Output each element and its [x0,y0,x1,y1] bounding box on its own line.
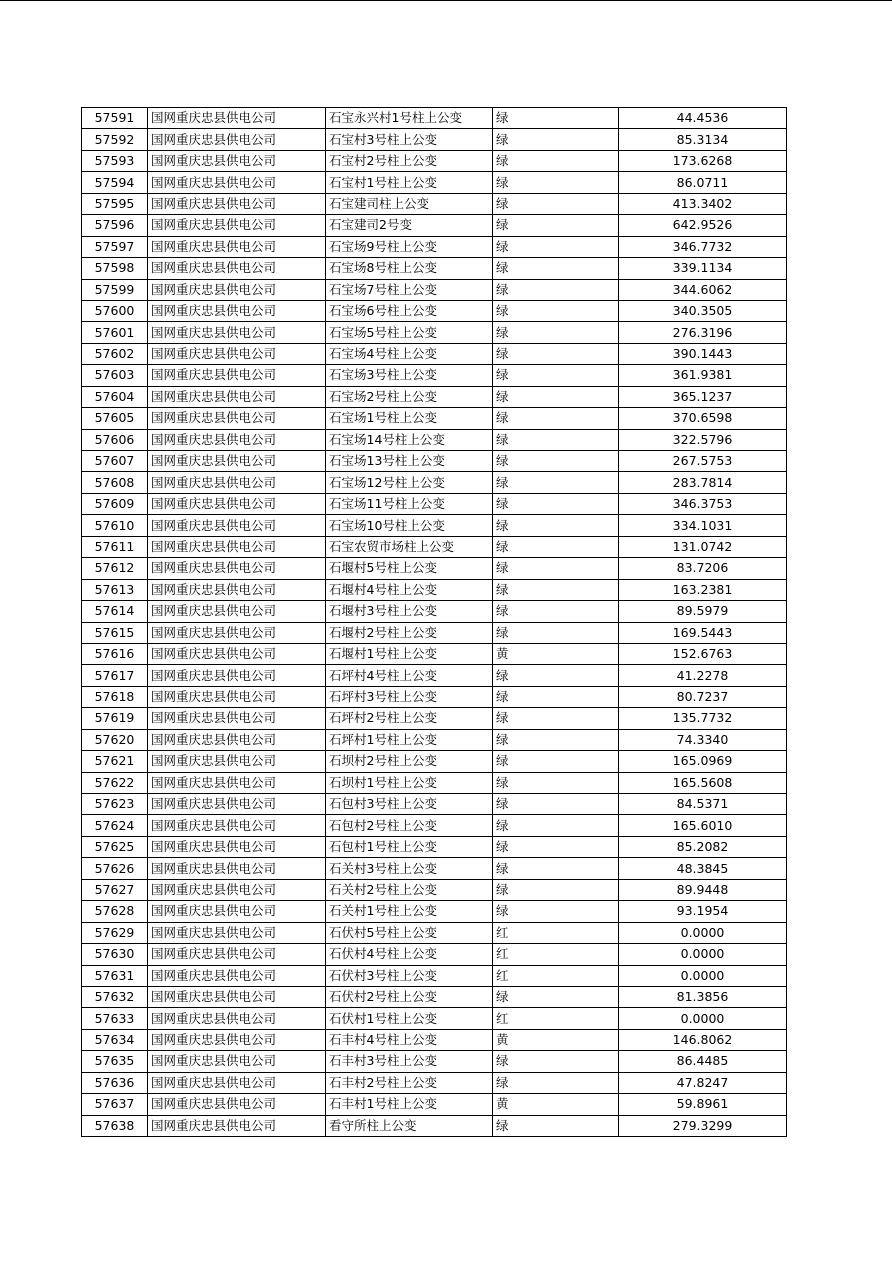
cell-id: 57611 [82,536,148,557]
cell-value: 0.0000 [619,944,787,965]
table-row [82,579,787,600]
cell-company: 国网重庆忠县供电公司 [148,215,326,236]
cell-transformer-name: 石丰村1号柱上公变 [326,1094,493,1115]
cell-status: 绿 [493,386,619,407]
cell-company: 国网重庆忠县供电公司 [148,751,326,772]
cell-status: 绿 [493,1115,619,1136]
cell-id: 57615 [82,622,148,643]
cell-company: 国网重庆忠县供电公司 [148,129,326,150]
cell-id: 57616 [82,643,148,664]
cell-id: 57629 [82,922,148,943]
cell-status: 绿 [493,665,619,686]
table-row [82,1094,787,1115]
cell-value: 361.9381 [619,365,787,386]
cell-value: 47.8247 [619,1072,787,1093]
cell-id: 57597 [82,236,148,257]
data-sheet [81,107,787,1137]
cell-company: 国网重庆忠县供电公司 [148,1115,326,1136]
cell-value: 279.3299 [619,1115,787,1136]
cell-company: 国网重庆忠县供电公司 [148,729,326,750]
cell-id: 57622 [82,772,148,793]
cell-status: 绿 [493,343,619,364]
cell-status: 绿 [493,686,619,707]
cell-value: 44.4536 [619,108,787,129]
cell-value: 85.2082 [619,836,787,857]
table-body [82,108,787,1137]
cell-status: 绿 [493,108,619,129]
table-row [82,279,787,300]
table-row [82,922,787,943]
cell-transformer-name: 石宝建司2号变 [326,215,493,236]
cell-status: 绿 [493,751,619,772]
cell-transformer-name: 石包村2号柱上公变 [326,815,493,836]
cell-id: 57626 [82,858,148,879]
cell-transformer-name: 石宝场4号柱上公变 [326,343,493,364]
cell-status: 绿 [493,536,619,557]
cell-transformer-name: 石宝场7号柱上公变 [326,279,493,300]
cell-id: 57608 [82,472,148,493]
cell-transformer-name: 石宝场5号柱上公变 [326,322,493,343]
cell-status: 绿 [493,493,619,514]
cell-transformer-name: 石伏村4号柱上公变 [326,944,493,965]
cell-status: 绿 [493,472,619,493]
cell-transformer-name: 石堰村1号柱上公变 [326,643,493,664]
cell-value: 322.5796 [619,429,787,450]
cell-id: 57628 [82,901,148,922]
cell-company: 国网重庆忠县供电公司 [148,322,326,343]
cell-id: 57591 [82,108,148,129]
cell-company: 国网重庆忠县供电公司 [148,386,326,407]
cell-id: 57620 [82,729,148,750]
cell-company: 国网重庆忠县供电公司 [148,858,326,879]
cell-transformer-name: 石堰村3号柱上公变 [326,601,493,622]
cell-company: 国网重庆忠县供电公司 [148,922,326,943]
cell-id: 57634 [82,1029,148,1050]
cell-status: 黄 [493,1029,619,1050]
cell-status: 绿 [493,601,619,622]
cell-status: 绿 [493,622,619,643]
table-row [82,451,787,472]
table-row [82,686,787,707]
cell-company: 国网重庆忠县供电公司 [148,1072,326,1093]
cell-status: 绿 [493,129,619,150]
cell-transformer-name: 石坝村1号柱上公变 [326,772,493,793]
table-row [82,858,787,879]
cell-company: 国网重庆忠县供电公司 [148,794,326,815]
cell-value: 283.7814 [619,472,787,493]
cell-id: 57606 [82,429,148,450]
cell-value: 83.7206 [619,558,787,579]
cell-id: 57613 [82,579,148,600]
cell-id: 57609 [82,493,148,514]
table-row [82,622,787,643]
table-row [82,108,787,129]
cell-status: 绿 [493,429,619,450]
cell-status: 绿 [493,150,619,171]
cell-company: 国网重庆忠县供电公司 [148,1094,326,1115]
cell-value: 86.0711 [619,172,787,193]
cell-id: 57592 [82,129,148,150]
cell-transformer-name: 石关村1号柱上公变 [326,901,493,922]
cell-id: 57624 [82,815,148,836]
table-row [82,343,787,364]
table-row [82,794,787,815]
cell-value: 339.1134 [619,258,787,279]
cell-transformer-name: 石伏村2号柱上公变 [326,986,493,1007]
transformer-table [81,107,787,1137]
cell-id: 57619 [82,708,148,729]
cell-transformer-name: 石宝村2号柱上公变 [326,150,493,171]
cell-company: 国网重庆忠县供电公司 [148,236,326,257]
cell-value: 165.0969 [619,751,787,772]
cell-status: 绿 [493,772,619,793]
cell-value: 173.6268 [619,150,787,171]
cell-id: 57604 [82,386,148,407]
cell-transformer-name: 石坪村1号柱上公变 [326,729,493,750]
cell-transformer-name: 石包村1号柱上公变 [326,836,493,857]
cell-company: 国网重庆忠县供电公司 [148,365,326,386]
table-row [82,493,787,514]
cell-status: 绿 [493,408,619,429]
table-row [82,836,787,857]
cell-company: 国网重庆忠县供电公司 [148,879,326,900]
cell-value: 346.7732 [619,236,787,257]
cell-company: 国网重庆忠县供电公司 [148,300,326,321]
table-row [82,815,787,836]
cell-company: 国网重庆忠县供电公司 [148,772,326,793]
cell-company: 国网重庆忠县供电公司 [148,258,326,279]
cell-company: 国网重庆忠县供电公司 [148,451,326,472]
cell-company: 国网重庆忠县供电公司 [148,279,326,300]
table-row [82,772,787,793]
cell-id: 57610 [82,515,148,536]
cell-transformer-name: 石堰村5号柱上公变 [326,558,493,579]
table-row [82,129,787,150]
cell-value: 152.6763 [619,643,787,664]
cell-value: 0.0000 [619,1008,787,1029]
cell-transformer-name: 石包村3号柱上公变 [326,794,493,815]
cell-id: 57637 [82,1094,148,1115]
cell-value: 390.1443 [619,343,787,364]
cell-value: 146.8062 [619,1029,787,1050]
cell-transformer-name: 看守所柱上公变 [326,1115,493,1136]
cell-id: 57602 [82,343,148,364]
cell-company: 国网重庆忠县供电公司 [148,493,326,514]
table-row [82,150,787,171]
page-top-border [0,0,892,1]
cell-value: 413.3402 [619,193,787,214]
cell-status: 红 [493,965,619,986]
cell-value: 80.7237 [619,686,787,707]
cell-value: 59.8961 [619,1094,787,1115]
cell-status: 绿 [493,986,619,1007]
table-row [82,322,787,343]
cell-status: 绿 [493,515,619,536]
cell-company: 国网重庆忠县供电公司 [148,944,326,965]
cell-company: 国网重庆忠县供电公司 [148,472,326,493]
cell-status: 绿 [493,236,619,257]
table-row [82,515,787,536]
table-row [82,665,787,686]
cell-id: 57627 [82,879,148,900]
cell-transformer-name: 石伏村5号柱上公变 [326,922,493,943]
table-row [82,879,787,900]
cell-company: 国网重庆忠县供电公司 [148,815,326,836]
cell-company: 国网重庆忠县供电公司 [148,965,326,986]
cell-status: 绿 [493,579,619,600]
cell-value: 85.3134 [619,129,787,150]
cell-value: 267.5753 [619,451,787,472]
cell-transformer-name: 石宝村3号柱上公变 [326,129,493,150]
cell-transformer-name: 石坪村2号柱上公变 [326,708,493,729]
cell-id: 57636 [82,1072,148,1093]
cell-value: 165.6010 [619,815,787,836]
cell-company: 国网重庆忠县供电公司 [148,558,326,579]
cell-value: 89.9448 [619,879,787,900]
cell-company: 国网重庆忠县供电公司 [148,708,326,729]
cell-company: 国网重庆忠县供电公司 [148,986,326,1007]
cell-value: 131.0742 [619,536,787,557]
cell-transformer-name: 石宝场8号柱上公变 [326,258,493,279]
cell-transformer-name: 石坪村3号柱上公变 [326,686,493,707]
cell-company: 国网重庆忠县供电公司 [148,901,326,922]
table-row [82,558,787,579]
table-row [82,1051,787,1072]
cell-value: 276.3196 [619,322,787,343]
cell-value: 84.5371 [619,794,787,815]
table-row [82,965,787,986]
cell-id: 57593 [82,150,148,171]
cell-transformer-name: 石宝场2号柱上公变 [326,386,493,407]
cell-id: 57614 [82,601,148,622]
table-row [82,408,787,429]
cell-value: 163.2381 [619,579,787,600]
cell-id: 57598 [82,258,148,279]
cell-transformer-name: 石关村2号柱上公变 [326,879,493,900]
cell-transformer-name: 石宝农贸市场柱上公变 [326,536,493,557]
table-row [82,901,787,922]
cell-status: 绿 [493,708,619,729]
cell-id: 57623 [82,794,148,815]
cell-value: 642.9526 [619,215,787,236]
cell-id: 57638 [82,1115,148,1136]
cell-value: 169.5443 [619,622,787,643]
cell-transformer-name: 石宝场12号柱上公变 [326,472,493,493]
table-row [82,729,787,750]
cell-transformer-name: 石宝场3号柱上公变 [326,365,493,386]
table-row [82,986,787,1007]
cell-value: 346.3753 [619,493,787,514]
cell-value: 81.3856 [619,986,787,1007]
cell-value: 89.5979 [619,601,787,622]
table-row [82,643,787,664]
cell-id: 57633 [82,1008,148,1029]
cell-transformer-name: 石宝场13号柱上公变 [326,451,493,472]
cell-status: 绿 [493,836,619,857]
cell-company: 国网重庆忠县供电公司 [148,536,326,557]
cell-status: 黄 [493,1094,619,1115]
cell-value: 74.3340 [619,729,787,750]
cell-status: 绿 [493,858,619,879]
table-row [82,1115,787,1136]
cell-status: 红 [493,1008,619,1029]
cell-transformer-name: 石堰村2号柱上公变 [326,622,493,643]
table-row [82,708,787,729]
cell-company: 国网重庆忠县供电公司 [148,622,326,643]
cell-status: 绿 [493,215,619,236]
cell-id: 57600 [82,300,148,321]
cell-value: 135.7732 [619,708,787,729]
cell-transformer-name: 石宝场11号柱上公变 [326,493,493,514]
cell-value: 165.5608 [619,772,787,793]
cell-status: 红 [493,944,619,965]
cell-status: 绿 [493,1072,619,1093]
cell-value: 93.1954 [619,901,787,922]
table-row [82,944,787,965]
cell-id: 57618 [82,686,148,707]
cell-company: 国网重庆忠县供电公司 [148,665,326,686]
cell-company: 国网重庆忠县供电公司 [148,408,326,429]
cell-company: 国网重庆忠县供电公司 [148,686,326,707]
table-row [82,1008,787,1029]
cell-transformer-name: 石宝场10号柱上公变 [326,515,493,536]
cell-status: 绿 [493,901,619,922]
cell-transformer-name: 石堰村4号柱上公变 [326,579,493,600]
cell-status: 绿 [493,300,619,321]
cell-transformer-name: 石宝村1号柱上公变 [326,172,493,193]
cell-value: 370.6598 [619,408,787,429]
cell-status: 绿 [493,365,619,386]
cell-company: 国网重庆忠县供电公司 [148,429,326,450]
cell-transformer-name: 石坪村4号柱上公变 [326,665,493,686]
cell-status: 绿 [493,172,619,193]
cell-transformer-name: 石宝场14号柱上公变 [326,429,493,450]
cell-status: 绿 [493,451,619,472]
cell-company: 国网重庆忠县供电公司 [148,150,326,171]
table-row [82,1029,787,1050]
cell-id: 57607 [82,451,148,472]
cell-id: 57632 [82,986,148,1007]
table-row [82,1072,787,1093]
cell-id: 57617 [82,665,148,686]
cell-value: 41.2278 [619,665,787,686]
cell-status: 绿 [493,279,619,300]
cell-transformer-name: 石丰村4号柱上公变 [326,1029,493,1050]
cell-status: 黄 [493,643,619,664]
cell-status: 绿 [493,258,619,279]
cell-id: 57605 [82,408,148,429]
cell-status: 红 [493,922,619,943]
cell-id: 57625 [82,836,148,857]
table-row [82,536,787,557]
cell-company: 国网重庆忠县供电公司 [148,108,326,129]
cell-value: 86.4485 [619,1051,787,1072]
cell-value: 344.6062 [619,279,787,300]
cell-company: 国网重庆忠县供电公司 [148,515,326,536]
cell-id: 57631 [82,965,148,986]
cell-transformer-name: 石宝建司柱上公变 [326,193,493,214]
cell-value: 48.3845 [619,858,787,879]
cell-status: 绿 [493,879,619,900]
cell-company: 国网重庆忠县供电公司 [148,1051,326,1072]
cell-id: 57612 [82,558,148,579]
cell-transformer-name: 石丰村3号柱上公变 [326,1051,493,1072]
cell-transformer-name: 石宝场9号柱上公变 [326,236,493,257]
cell-transformer-name: 石宝场1号柱上公变 [326,408,493,429]
table-row [82,258,787,279]
cell-transformer-name: 石关村3号柱上公变 [326,858,493,879]
cell-value: 365.1237 [619,386,787,407]
table-row [82,215,787,236]
cell-transformer-name: 石坝村2号柱上公变 [326,751,493,772]
table-row [82,601,787,622]
cell-value: 340.3505 [619,300,787,321]
cell-company: 国网重庆忠县供电公司 [148,643,326,664]
cell-transformer-name: 石伏村1号柱上公变 [326,1008,493,1029]
cell-transformer-name: 石伏村3号柱上公变 [326,965,493,986]
table-row [82,236,787,257]
table-row [82,193,787,214]
cell-id: 57595 [82,193,148,214]
cell-value: 0.0000 [619,922,787,943]
cell-company: 国网重庆忠县供电公司 [148,579,326,600]
cell-status: 绿 [493,815,619,836]
cell-status: 绿 [493,729,619,750]
table-row [82,751,787,772]
cell-transformer-name: 石宝场6号柱上公变 [326,300,493,321]
cell-company: 国网重庆忠县供电公司 [148,836,326,857]
cell-company: 国网重庆忠县供电公司 [148,172,326,193]
cell-transformer-name: 石宝永兴村1号柱上公变 [326,108,493,129]
cell-id: 57603 [82,365,148,386]
cell-transformer-name: 石丰村2号柱上公变 [326,1072,493,1093]
table-row [82,365,787,386]
table-row [82,172,787,193]
cell-status: 绿 [493,193,619,214]
cell-id: 57594 [82,172,148,193]
cell-id: 57599 [82,279,148,300]
cell-id: 57630 [82,944,148,965]
table-row [82,429,787,450]
cell-company: 国网重庆忠县供电公司 [148,343,326,364]
cell-id: 57601 [82,322,148,343]
cell-status: 绿 [493,322,619,343]
cell-company: 国网重庆忠县供电公司 [148,1029,326,1050]
table-row [82,472,787,493]
cell-id: 57596 [82,215,148,236]
cell-value: 0.0000 [619,965,787,986]
cell-status: 绿 [493,1051,619,1072]
cell-company: 国网重庆忠县供电公司 [148,193,326,214]
cell-company: 国网重庆忠县供电公司 [148,1008,326,1029]
cell-status: 绿 [493,558,619,579]
table-row [82,300,787,321]
table-row [82,386,787,407]
cell-value: 334.1031 [619,515,787,536]
cell-company: 国网重庆忠县供电公司 [148,601,326,622]
cell-id: 57635 [82,1051,148,1072]
cell-status: 绿 [493,794,619,815]
cell-id: 57621 [82,751,148,772]
